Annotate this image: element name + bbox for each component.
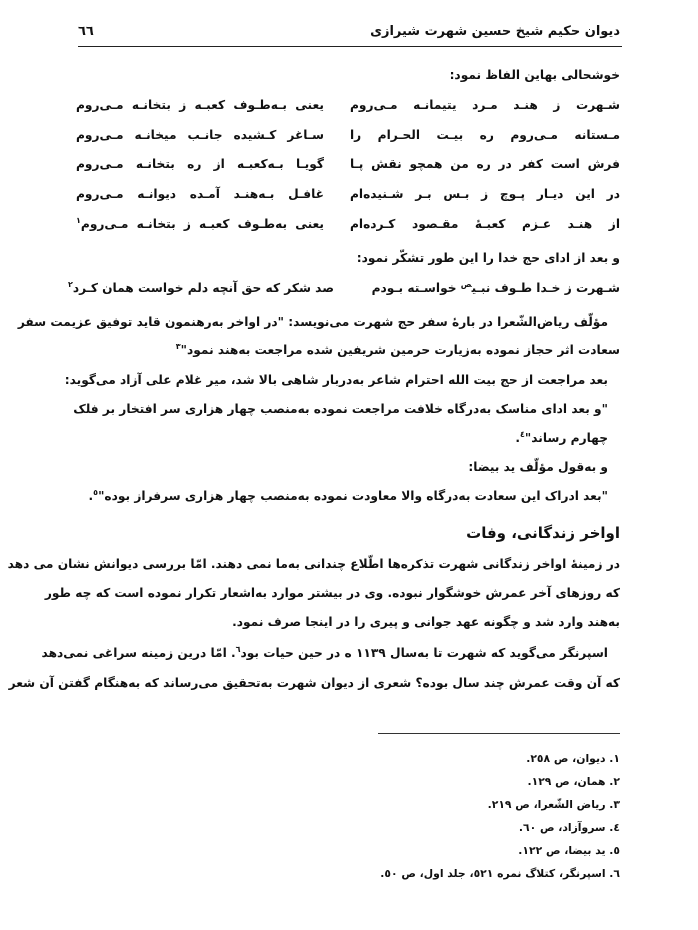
section-heading: اواخر زندگانی، وفات bbox=[466, 524, 620, 542]
para2-line2: "و بعد ادای مناسک به‌درگاه خلافت مراجعت نموده به‌منصب چهار هزاری سر افتخار بر فلک bbox=[73, 402, 608, 416]
para3-line1: و به‌قول مؤلّف ید بیضا: bbox=[468, 460, 608, 474]
running-header-title: دیوان حکیم شیخ حسین شهرت شیرازی bbox=[370, 24, 620, 39]
footnote-ref-1: ١ bbox=[76, 215, 81, 225]
footnote-ref-5: ٥ bbox=[93, 487, 99, 497]
verse-5-second-hemistich: یعنی به‌طـوف کعبـه ز بتخانـه مـی‌روم$^١$ bbox=[76, 215, 324, 231]
footnote-1: ١. دیوان، ص ٢٥٨. bbox=[526, 752, 620, 765]
footnote-divider bbox=[378, 733, 620, 734]
para1-line1: مؤلّف ریاض‌الشّعرا در بارهٔ سفر حج شهرت می‌نویسد: "در اواخر به‌رهنمون قاید توفیق عزیمت سفر bbox=[17, 315, 608, 329]
verse-6-second-hemistich: صد شکر که حق آنچه دلم خواست همان کـرد$^٢$ bbox=[67, 279, 334, 295]
para2-line3: چهارم رساند"$^٤$. bbox=[515, 429, 608, 445]
verse-6-first-hemistich: شـهرت ز خـدا طـوف نبـی$^ص$ خواسـته بـودم bbox=[371, 279, 620, 295]
footnote-6: ٦. اسپرنگر، کتلاگ نمره ٥٢١، جلد اول، ص ٥٠. bbox=[380, 867, 620, 880]
footnote-4: ٤. سروآزاد، ص ٦٠. bbox=[518, 821, 620, 834]
para3-line2: "بعد ادراک این سعادت به‌درگاه والا معاودت نموده به‌منصب چهار هزاری سرفراز بوده"$^٥$. bbox=[88, 487, 608, 503]
footnote-5: ٥. ید بیضا، ص ١٢٢. bbox=[518, 844, 620, 857]
footnote-ref-3: ٣ bbox=[175, 341, 181, 351]
verse-1-second-hemistich: یعنی بـه‌طـوف کعبـه ز بتخانـه مـی‌روم bbox=[76, 98, 324, 112]
header-divider bbox=[78, 46, 622, 47]
para2-line1: بعد مراجعت از حج بیت الله احترام شاعر به‌دربار شاهی بالا شد، میر غلام علی آزاد می‌گوید: bbox=[64, 373, 608, 387]
verse-2-second-hemistich: سـاغر کـشیده جانـب میخانـه مـی‌روم bbox=[76, 128, 324, 142]
verse-4-second-hemistich: غافـل بـه‌هنـد آمـده دیوانـه مـی‌روم bbox=[76, 187, 324, 201]
verse-3-first-hemistich: فرش است کفر در ره من همچو نقش پـا bbox=[350, 157, 620, 171]
footnote-ref-4: ٤ bbox=[519, 429, 525, 439]
footnote-ref-6: ٦ bbox=[235, 644, 241, 654]
verse-4-first-hemistich: در این دیـار پـوچ ز بـس بـر شـنیده‌ام bbox=[350, 187, 620, 201]
page-number: ٦٦ bbox=[78, 24, 94, 39]
honorific-sign: ص bbox=[460, 279, 472, 289]
footnote-2: ٢. همان، ص ١٢٩. bbox=[527, 775, 620, 788]
para5-line1: اسپرنگر می‌گوید که شهرت تا به‌سال ١١٣٩ ه در حین حیات بود$^٦$. امّا درین زمینه سراغی نمی‌دهد bbox=[41, 644, 608, 660]
para4-line1: در زمینهٔ اواخر زندگانی شهرت تذکره‌ها اطّلاع چندانی به‌ما نمی دهند. امّا بررسی دیوانش نشان می دهد bbox=[7, 557, 620, 571]
footnote-ref-2: ٢ bbox=[67, 279, 73, 289]
verse-1-first-hemistich: شـهرت ز هنـد مـرد یتیمانـه مـی‌روم bbox=[350, 98, 620, 112]
verse-2-first-hemistich: مـستانه مـی‌روم ره بیـت الحـرام را bbox=[350, 128, 620, 142]
after-hajj-intro: و بعد از ادای حج خدا را این طور تشکّر نمود: bbox=[356, 251, 620, 265]
para4-line2: که روزهای آخر عمرش خوشگوار نبوده. وی در بیشتر موارد به‌اشعار تکرار نموده است که چه طور bbox=[44, 586, 620, 600]
para1-line2: سعادت اثر حجاز نموده به‌زیارت حرمین شریفین شده مراجعت به‌هند نمود"$^٣$ bbox=[175, 341, 620, 357]
verse-5-first-hemistich: از هنـد عـزم کعبـهٔ مقـصود کـرده‌ام bbox=[350, 217, 620, 231]
para5-line2: که آن وقت عمرش چند سال بوده؟ شعری از دیوان شهرت به‌تحقیق می‌رساند که به‌هنگام گفتن آن شعر bbox=[8, 676, 620, 690]
verse-3-second-hemistich: گویـا بـه‌کعبـه از ره بتخانـه مـی‌روم bbox=[76, 157, 324, 171]
intro-line: خوشحالی بهاین الفاظ نمود: bbox=[449, 68, 620, 82]
para4-line3: به‌هند وارد شد و چگونه عهد جوانی و پیری را در اینجا صرف نمود. bbox=[232, 615, 620, 629]
footnote-3: ٣. ریاض الشّعرا، ص ٢١٩. bbox=[487, 798, 620, 811]
